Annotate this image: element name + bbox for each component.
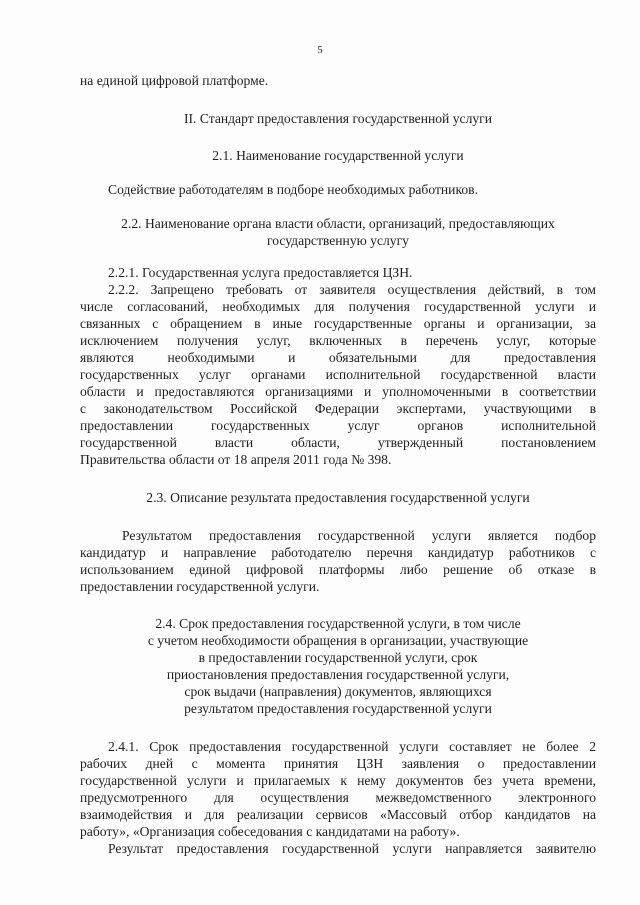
subsection-heading: срок выдачи (направления) документов, являющихся (184, 684, 492, 699)
subsection-heading: 2.1. Наименование государственной услуги (212, 148, 464, 163)
text-line: предоставлении государственной услуги. (80, 579, 320, 594)
text-line: с законодательством Российской Федерации экспертами, участвующими в (80, 401, 596, 416)
subsection-heading: 2.2. Наименование органа власти области, организаций, предоставляющих (121, 216, 555, 231)
text-line: взаимодействия и для реализации сервисов «Массовый отбор кандидатов на (80, 807, 596, 822)
subsection-heading: в предоставлении государственной услуги, срок (198, 650, 478, 665)
text-line: государственной услуги и прилагаемых к нему документов без учета времени, (80, 773, 596, 788)
text-line: числе согласований, необходимых для получения государственной услуги и (80, 299, 596, 314)
text-line: государственных услуг органами исполнительной государственной власти (80, 367, 596, 382)
text-line: предоставлении государственных услуг органов исполнительной (80, 418, 596, 433)
subsection-heading: приостановления предоставления государственной услуги, (166, 667, 510, 682)
text-line: использованием единой цифровой платформы либо решение об отказе в (80, 562, 596, 577)
section-heading: II. Стандарт предоставления государственной услуги (183, 111, 492, 126)
page-number: 5 (317, 44, 323, 56)
text-line: государственной власти области, утвержденный постановлением (80, 435, 596, 450)
text-line: рабочих дней с момента принятия ЦЗН заявления о предоставлении (80, 756, 596, 771)
text-line: Результатом предоставления государственной услуги является подбор (122, 528, 596, 543)
text-line: 2.4.1. Срок предоставления государственной услуги составляет не более 2 (108, 739, 596, 754)
text-line: на единой цифровой платформе. (80, 73, 269, 88)
text-line: Результат предоставления государственной услуги направляется заявителю (108, 841, 596, 856)
text-line: работу», «Организация собеседования с кандидатами на работу». (80, 824, 460, 839)
subsection-heading: с учетом необходимости обращения в организации, участвующие (147, 633, 529, 648)
text-line: области и предоставляются организациями и уполномоченными в соответствии (80, 384, 596, 399)
text-line: являются необходимыми и обязательными для предоставления (80, 350, 596, 365)
text-line: связанных с обращением в иные государственные органы и организации, за (80, 316, 596, 331)
subsection-heading: 2.3. Описание результата предоставления государственной услуги (146, 490, 530, 505)
text-line: предусмотренного для осуществления межведомственного электронного (80, 790, 596, 805)
text-line: кандидатур и направление работодателю перечня кандидатур работников с (80, 545, 596, 560)
text-line: Содействие работодателям в подборе необходимых работников. (108, 182, 478, 197)
subsection-heading: государственную услугу (267, 233, 409, 248)
subsection-heading: 2.4. Срок предоставления государственной услуги, в том числе (155, 616, 521, 631)
text-line: Правительства области от 18 апреля 2011 года № 398. (80, 452, 392, 467)
text-line: 2.2.2. Запрещено требовать от заявителя осуществления действий, в том (108, 282, 596, 297)
text-line: 2.2.1. Государственная услуга предоставляется ЦЗН. (108, 265, 413, 280)
text-line: исключением получения услуг, включенных в перечень услуг, которые (80, 333, 596, 348)
subsection-heading: результатом предоставления государственной услуги (184, 701, 492, 716)
